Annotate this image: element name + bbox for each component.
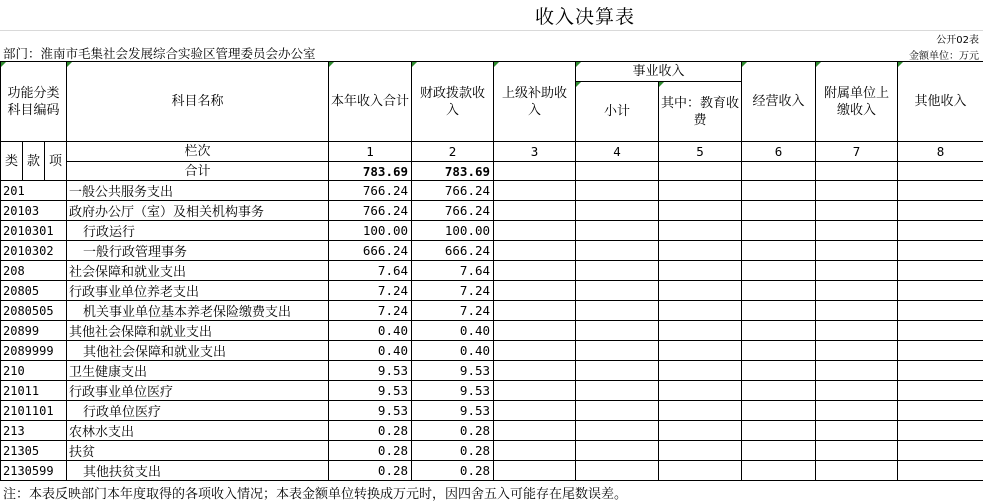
row-code: 21011 [1, 381, 67, 401]
row-empty-cell [659, 221, 742, 241]
row-fiscal-allocation: 7.24 [412, 281, 494, 301]
column-index-5: 5 [659, 142, 742, 162]
row-code: 20103 [1, 201, 67, 221]
total-current-income: 783.69 [329, 162, 412, 181]
row-empty-cell [898, 221, 983, 241]
row-current-income: 9.53 [329, 401, 412, 421]
table-row [1, 281, 983, 301]
table-row [1, 261, 983, 281]
row-empty-cell [816, 281, 898, 301]
table-row [1, 221, 983, 241]
header-affiliated-income: 附属单位上缴收入 [816, 62, 898, 142]
row-fiscal-allocation: 9.53 [412, 401, 494, 421]
row-empty-cell [576, 301, 659, 321]
income-table [0, 61, 983, 481]
row-empty-cell [494, 321, 576, 341]
row-subject-name: 扶贫 [67, 441, 329, 461]
row-empty-cell [576, 401, 659, 421]
department-label: 部门：淮南市毛集社会发展综合实验区管理委员会办公室 [3, 44, 316, 62]
row-empty-cell [816, 421, 898, 441]
table-row [1, 201, 983, 221]
row-empty-cell [576, 281, 659, 301]
row-empty-cell [659, 321, 742, 341]
row-empty-cell [742, 201, 816, 221]
row-code: 20899 [1, 321, 67, 341]
row-fiscal-allocation: 0.28 [412, 421, 494, 441]
table-row [1, 361, 983, 381]
row-fiscal-allocation: 9.53 [412, 381, 494, 401]
table-row [1, 321, 983, 341]
row-subject-name: 行政事业单位医疗 [67, 381, 329, 401]
row-empty-cell [659, 441, 742, 461]
row-empty-cell [576, 321, 659, 341]
header-subject-name: 科目名称 [67, 62, 329, 142]
row-empty-cell [576, 201, 659, 221]
row-empty-cell [816, 441, 898, 461]
table-body [1, 181, 983, 481]
row-empty-cell [576, 261, 659, 281]
row-empty-cell [494, 381, 576, 401]
row-current-income: 0.40 [329, 321, 412, 341]
row-current-income: 7.24 [329, 281, 412, 301]
row-empty-cell [816, 241, 898, 261]
column-index-6: 6 [742, 142, 816, 162]
row-subject-name: 其他社会保障和就业支出 [67, 341, 329, 361]
row-empty-cell [659, 241, 742, 261]
row-empty-cell [576, 461, 659, 481]
row-fiscal-allocation: 766.24 [412, 181, 494, 201]
row-current-income: 9.53 [329, 361, 412, 381]
row-empty-cell [494, 441, 576, 461]
row-empty-cell [659, 401, 742, 421]
total-cell-empty [494, 162, 576, 181]
header-xiang: 项 [45, 142, 67, 181]
row-empty-cell [742, 301, 816, 321]
row-subject-name: 其他社会保障和就业支出 [67, 321, 329, 341]
row-empty-cell [816, 181, 898, 201]
row-empty-cell [576, 361, 659, 381]
row-empty-cell [742, 321, 816, 341]
row-fiscal-allocation: 666.24 [412, 241, 494, 261]
row-empty-cell [494, 181, 576, 201]
row-empty-cell [659, 381, 742, 401]
row-empty-cell [898, 201, 983, 221]
row-subject-name: 行政运行 [67, 221, 329, 241]
row-empty-cell [659, 341, 742, 361]
table-row [1, 421, 983, 441]
row-code: 213 [1, 421, 67, 441]
row-empty-cell [816, 221, 898, 241]
table-row [1, 381, 983, 401]
header-operating-income: 经营收入 [742, 62, 816, 142]
row-empty-cell [898, 341, 983, 361]
footnote: 注：本表反映部门本年度取得的各项收入情况；本表金额单位转换成万元时，因四舍五入可能存在尾数误差。 [3, 483, 627, 502]
row-empty-cell [816, 301, 898, 321]
row-current-income: 0.40 [329, 341, 412, 361]
row-current-income: 7.24 [329, 301, 412, 321]
row-current-income: 766.24 [329, 201, 412, 221]
table-row [1, 401, 983, 421]
row-empty-cell [742, 281, 816, 301]
row-empty-cell [816, 461, 898, 481]
row-empty-cell [742, 261, 816, 281]
row-empty-cell [659, 261, 742, 281]
row-current-income: 7.64 [329, 261, 412, 281]
row-empty-cell [898, 401, 983, 421]
row-empty-cell [742, 381, 816, 401]
row-fiscal-allocation: 0.40 [412, 321, 494, 341]
row-fiscal-allocation: 766.24 [412, 201, 494, 221]
row-empty-cell [742, 241, 816, 261]
row-empty-cell [898, 301, 983, 321]
column-index-8: 8 [898, 142, 983, 162]
row-empty-cell [576, 221, 659, 241]
header-business-income: 事业收入 [576, 62, 742, 82]
row-current-income: 0.28 [329, 441, 412, 461]
row-empty-cell [659, 361, 742, 381]
row-empty-cell [742, 221, 816, 241]
row-current-income: 666.24 [329, 241, 412, 261]
row-code: 2080505 [1, 301, 67, 321]
row-empty-cell [898, 441, 983, 461]
row-empty-cell [816, 401, 898, 421]
row-code: 2101101 [1, 401, 67, 421]
row-empty-cell [576, 441, 659, 461]
form-code: 公开02表 [936, 31, 979, 46]
header-fiscal-allocation: 财政拨款收入 [412, 62, 494, 142]
row-empty-cell [494, 361, 576, 381]
row-empty-cell [816, 341, 898, 361]
row-empty-cell [898, 181, 983, 201]
row-subject-name: 社会保障和就业支出 [67, 261, 329, 281]
row-empty-cell [494, 241, 576, 261]
column-index-4: 4 [576, 142, 659, 162]
row-empty-cell [659, 421, 742, 441]
table-row [1, 301, 983, 321]
row-current-income: 9.53 [329, 381, 412, 401]
row-subject-name: 行政单位医疗 [67, 401, 329, 421]
row-empty-cell [659, 181, 742, 201]
header-kuan: 款 [23, 142, 45, 181]
row-empty-cell [742, 461, 816, 481]
row-code: 2130599 [1, 461, 67, 481]
row-empty-cell [576, 241, 659, 261]
total-cell-empty [898, 162, 983, 181]
row-code: 2089999 [1, 341, 67, 361]
total-cell-empty [816, 162, 898, 181]
row-subject-name: 农林水支出 [67, 421, 329, 441]
row-empty-cell [816, 261, 898, 281]
row-code: 2010301 [1, 221, 67, 241]
row-code: 208 [1, 261, 67, 281]
row-empty-cell [494, 281, 576, 301]
row-empty-cell [659, 281, 742, 301]
total-fiscal-allocation: 783.69 [412, 162, 494, 181]
total-cell-empty [576, 162, 659, 181]
row-empty-cell [659, 301, 742, 321]
row-empty-cell [494, 301, 576, 321]
row-subject-name: 政府办公厅（室）及相关机构事务 [67, 201, 329, 221]
row-subject-name: 其他扶贫支出 [67, 461, 329, 481]
page-title: 收入决算表 [535, 2, 635, 29]
row-empty-cell [816, 381, 898, 401]
header-current-income: 本年收入合计 [329, 62, 412, 142]
row-current-income: 100.00 [329, 221, 412, 241]
column-index-2: 2 [412, 142, 494, 162]
row-empty-cell [742, 441, 816, 461]
row-code: 2010302 [1, 241, 67, 261]
title-bar [0, 0, 983, 31]
row-fiscal-allocation: 0.40 [412, 341, 494, 361]
table-row [1, 461, 983, 481]
table-row [1, 441, 983, 461]
row-empty-cell [494, 421, 576, 441]
row-empty-cell [816, 201, 898, 221]
header-other-income: 其他收入 [898, 62, 983, 142]
column-index-1: 1 [329, 142, 412, 162]
row-empty-cell [898, 461, 983, 481]
row-empty-cell [898, 381, 983, 401]
row-empty-cell [898, 281, 983, 301]
column-index-3: 3 [494, 142, 576, 162]
row-empty-cell [898, 321, 983, 341]
row-code: 210 [1, 361, 67, 381]
row-empty-cell [576, 381, 659, 401]
row-current-income: 0.28 [329, 421, 412, 441]
row-fiscal-allocation: 7.64 [412, 261, 494, 281]
total-cell-empty [742, 162, 816, 181]
row-empty-cell [898, 421, 983, 441]
total-cell-empty [659, 162, 742, 181]
row-fiscal-allocation: 9.53 [412, 361, 494, 381]
row-empty-cell [494, 201, 576, 221]
column-index-7: 7 [816, 142, 898, 162]
row-code: 201 [1, 181, 67, 201]
row-subject-name: 机关事业单位基本养老保险缴费支出 [67, 301, 329, 321]
row-subject-name: 一般公共服务支出 [67, 181, 329, 201]
header-lei: 类 [1, 142, 23, 181]
row-empty-cell [898, 241, 983, 261]
unit-label: 金额单位：万元 [909, 47, 979, 62]
row-empty-cell [742, 421, 816, 441]
row-fiscal-allocation: 100.00 [412, 221, 494, 241]
row-subject-name: 行政事业单位养老支出 [67, 281, 329, 301]
row-empty-cell [898, 261, 983, 281]
row-current-income: 0.28 [329, 461, 412, 481]
table-header [1, 62, 983, 181]
table-row [1, 181, 983, 201]
row-code: 21305 [1, 441, 67, 461]
row-empty-cell [659, 461, 742, 481]
row-current-income: 766.24 [329, 181, 412, 201]
row-empty-cell [816, 321, 898, 341]
row-subject-name: 卫生健康支出 [67, 361, 329, 381]
row-empty-cell [494, 401, 576, 421]
row-empty-cell [576, 421, 659, 441]
header-education-fee: 其中：教育收费 [659, 82, 742, 142]
column-index-label: 栏次 [67, 142, 329, 162]
row-empty-cell [742, 401, 816, 421]
row-empty-cell [742, 181, 816, 201]
row-empty-cell [494, 461, 576, 481]
row-empty-cell [494, 341, 576, 361]
row-fiscal-allocation: 0.28 [412, 461, 494, 481]
row-empty-cell [576, 341, 659, 361]
row-empty-cell [494, 221, 576, 241]
total-label: 合计 [67, 162, 329, 181]
row-empty-cell [742, 361, 816, 381]
row-empty-cell [742, 341, 816, 361]
header-superior-subsidy: 上级补助收入 [494, 62, 576, 142]
row-empty-cell [494, 261, 576, 281]
table-row [1, 241, 983, 261]
row-fiscal-allocation: 0.28 [412, 441, 494, 461]
row-code: 20805 [1, 281, 67, 301]
row-empty-cell [576, 181, 659, 201]
row-fiscal-allocation: 7.24 [412, 301, 494, 321]
row-empty-cell [898, 361, 983, 381]
row-empty-cell [816, 361, 898, 381]
header-func-code: 功能分类科目编码 [1, 62, 67, 142]
row-subject-name: 一般行政管理事务 [67, 241, 329, 261]
table-row [1, 341, 983, 361]
header-subtotal: 小计 [576, 82, 659, 142]
row-empty-cell [659, 201, 742, 221]
